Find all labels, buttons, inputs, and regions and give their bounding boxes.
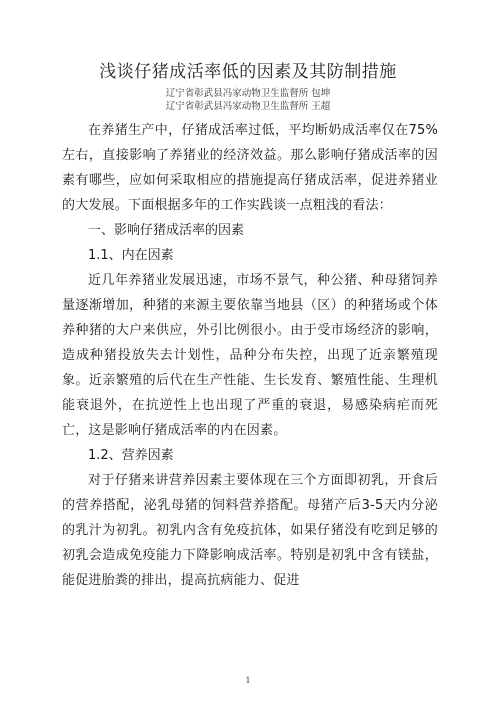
page-number: 1	[245, 676, 251, 685]
subsection-paragraph-1-1: 近几年养猪业发展迅速，市场不景气，种公猪、种母猪饲养量逐渐增加，种猪的来源主要依靠当地县（区）的种猪场或个体养种猪的大户来供应，外引比例很小。由于受市场经济的影响，造成种猪投放失去计划性，品种分布失控，出现了近亲繁殖现象。近亲繁殖的后代在生产性能、生长发育、繁殖性能、生理机能衰退外，在抗逆性上也出现了严重的衰退，易感染病疟而死亡，这是影响仔猪成活率的内在因素。	[62, 273, 438, 438]
section-heading-1: 一、影响仔猪成活率的因素	[88, 223, 245, 238]
subsection-paragraph-1-2: 对于仔猪来讲营养因素主要体现在三个方面即初乳，开食后的营养搭配，泌乳母猪的饲料营养搭配。母猪产后3-5天内分泌的乳汁为初乳。初乳内含有免疫抗体，如果仔猪没有吃到足够的初乳会造成免疫能力下降影响成活率。特别是初乳中含有镁盐，能促进胎粪的排出，提高抗病能力、促进	[62, 473, 438, 588]
subsection-heading-1-2: 1.2、营养因素	[88, 448, 174, 463]
author-line-1: 辽宁省彰武县冯家动物卫生监督所 包坤	[165, 88, 331, 99]
subsection-heading-1-1: 1.1、内在因素	[88, 248, 174, 263]
intro-paragraph: 在养猪生产中，仔猪成活率过低，平均断奶成活率仅在75%左右，直接影响了养猪业的经济效益。那么影响仔猪成活率的因素有哪些，应如何采取相应的措施提高仔猪成活率，促进养猪业的大发展。下面根据多年的工作实践谈一点粗浅的看法：	[62, 123, 438, 213]
document-title: 浅谈仔猪成活率低的因素及其防制措施	[99, 62, 397, 82]
document-body	[62, 118, 438, 593]
author-line-2: 辽宁省彰武县冯家动物卫生监督所 王超	[165, 101, 331, 112]
